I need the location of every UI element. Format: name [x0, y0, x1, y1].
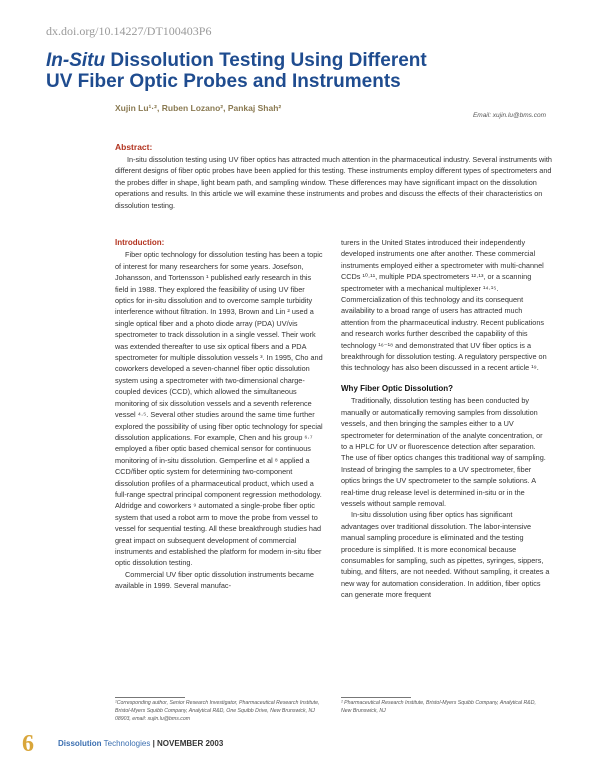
introduction-heading: Introduction:: [115, 238, 165, 247]
paragraph: Fiber optic technology for dissolution testing has been a topic of interest for many researchers for some years. Josefson, Johansson, and Tortensson ¹ published early research in this field in 1988. They explored the feasibility of using UV fiber optics for in-situ dissolution and to overcome sample turbidity interference without filtration. In 1993, Brown and Lin ² used a single optical fiber and a photo diode array (PDA) UV/vis spectrometer to track dissolution in a single vessel. Their work was extended thereafter to use six optical fibers and a PDA spectrometer for multiple dissolution vessels ³. In 1995, Cho and coworkers developed a seven-channel fiber optic dissolution system using a spectrometer with two-dimensional charge-coupled devices (CCD), which allowed the simultaneous monitoring of six dissolution vessels and a seventh reference vessel ⁴·⁵. Several other studies around the same time further explored the possibility of using fiber optic technology for special dissolution applications. For example, Chen and his group ⁶·⁷ employed a fiber optic based chemical sensor for continuous monitoring of in-situ dissolution. Gemperline et al ⁸ applied a CCD/fiber optic system for determining two-component dissolution profiles of a pharmaceutical product, which used a full-range spectral principal component regression methodology. Aldridge and coworkers ⁹ automated a single-probe fiber optic system that used a robot arm to move the probe from vessel to vessel for sequential testing. All these breakthrough studies had great impact on subsequent development of commercial instruments and established the platform for modern in-situ fiber optic dissolution testing.: [115, 250, 323, 568]
title-italic: In-Situ: [46, 50, 106, 71]
footnote-affiliation: ² Pharmaceutical Research Institute, Bristol-Myers Squibb Company, Analytical R&D, New Brunswick, NJ: [341, 700, 536, 714]
title-line-2: UV Fiber Optic Probes and Instruments: [46, 71, 401, 92]
abstract-text: In-situ dissolution testing using UV fiber optics has attracted much attention in the pharmaceutical industry. Several instruments with different designs of fiber optic probes have been applied for this testing. These instruments employ different types of spectrometers and the probes differ in shape, light beam path, and sampling window. These differences may have significant impact on the dissolution operations and results. In this article we will examine these instruments and probes and discuss the effects of their characteristics on dissolution testing.: [115, 155, 552, 210]
authors: Xujin Lu¹·², Ruben Lozano², Pankaj Shah²: [115, 103, 282, 113]
left-column: [115, 237, 324, 592]
footnote-divider: [341, 697, 411, 698]
why-fiber-optic-heading: Why Fiber Optic Dissolution?: [341, 383, 453, 393]
article-title: [46, 50, 566, 92]
footnote-corresponding-author: ¹Corresponding author, Senior Research Investigator, Pharmaceutical Research Institute, Bristol-Myers Squibb Company, Analytical R&D, One Squibb Drive, New Brunswick, NJ 08903, email: xujin.lu@bms.com: [115, 700, 320, 722]
abstract-body: [115, 154, 553, 211]
issue-date: | NOVEMBER 2003: [150, 739, 224, 748]
doi-link[interactable]: dx.doi.org/10.14227/DT100403P6: [46, 24, 212, 38]
journal-footer: [58, 739, 223, 748]
right-column: [341, 237, 550, 601]
journal-name-part-2: Technologies: [101, 739, 151, 748]
footnote-divider: [115, 697, 185, 698]
journal-name-part-1: Dissolution: [58, 739, 102, 748]
paragraph: turers in the United States introduced their independently developed instruments one after another. These commercial instruments employed either a spectrometer with multi-channel CCDs ¹⁰·¹¹, multiple PDA spectrometers ¹²·¹³, or a scanning spectrometer with a mechanical multiplexer ¹⁴·¹⁵. Commercialization of this technology and its consequent availability to a broad range of users has attracted much attention from the pharmaceutical industry. Recent publications and research works further described the capability of this technology ¹⁶⁻¹⁸ and demonstrated that UV fiber optics is a breakthrough for dissolution testing. A regulatory perspective on this technology has also been discussed in a recent article ¹⁹.: [341, 238, 547, 373]
author-email[interactable]: Email: xujin.lu@bms.com: [472, 112, 546, 119]
abstract-heading: Abstract:: [115, 142, 153, 152]
title-rest: Dissolution Testing Using Different: [105, 50, 427, 71]
paragraph: Traditionally, dissolution testing has been conducted by manually or automatically removing samples from dissolution vessels, and then bringing the samples either to a UV spectrometer for determination of the analyte concentration, or to a HPLC for UV or fluorescence detection after separation. The use of fiber optics changes this traditional way of sampling. Instead of bringing the samples to a UV spectrometer, fiber optics brings the UV spectrometer to the sample solutions. A real-time drug release level is determined in-situ or in the vessels without sample removal.: [341, 396, 546, 508]
paragraph: Commercial UV fiber optic dissolution instruments became available in 1999. Several manufac-: [115, 569, 314, 591]
paragraph: In-situ dissolution using fiber optics has significant advantages over traditional dissolution. The labor-intensive manual sampling procedure is eliminated and the testing procedure is simplified. It is more economical because consumables for sampling, such as pipettes, syringes, sippers, tubing, and filters, are not needed. Without sampling, it creates a new way for automation consideration. In addition, fiber optics can generate more frequent: [341, 510, 550, 600]
page-number: 6: [22, 731, 34, 757]
